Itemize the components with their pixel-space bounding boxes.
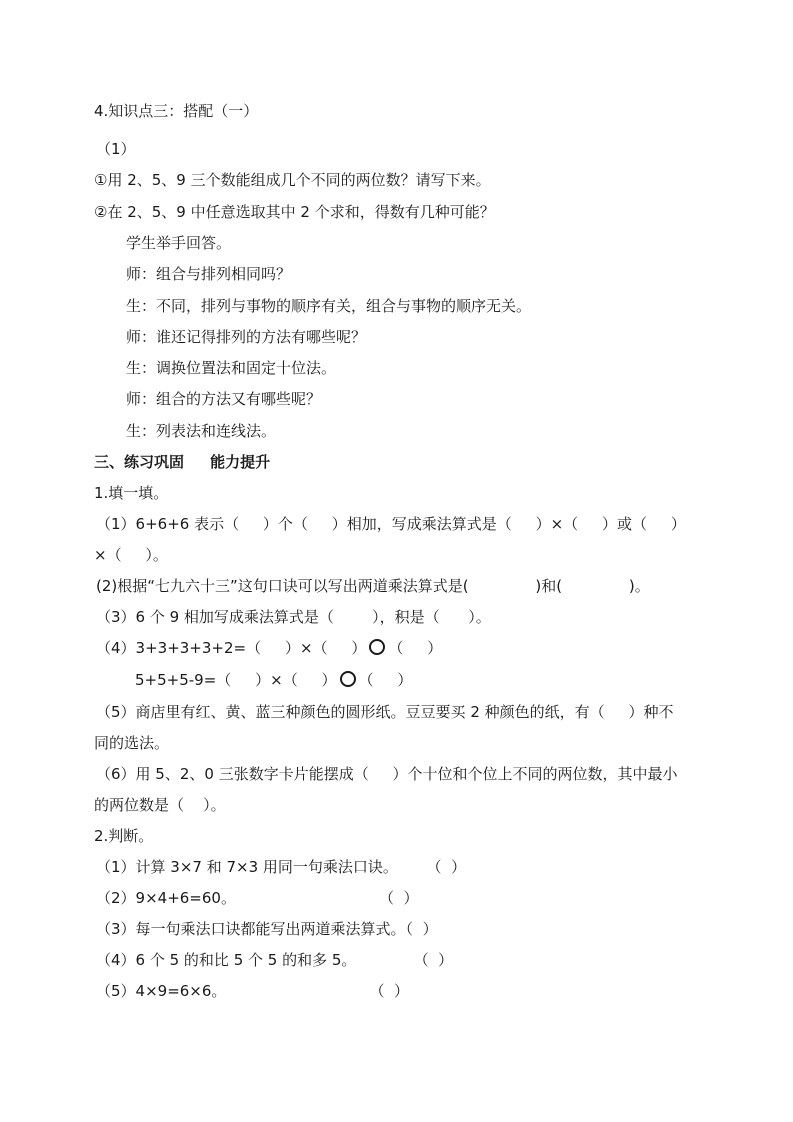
dialog-line: 师：组合与排列相同吗？ [126, 265, 292, 283]
exercise-line: （3）6 个 9 相加写成乘法算式是（ ），积是（ ）。 [96, 608, 491, 626]
judgement-line: （2）9×4+6=60。 （ ） [96, 889, 419, 907]
dialog-line: 师：谁还记得排列的方法有哪些呢？ [126, 328, 367, 346]
exercise-line [96, 638, 442, 658]
judgement-line: （3）每一句乘法口诀都能写出两道乘法算式。（ ） [96, 920, 438, 938]
heading-knowledge-point: 4.知识点三：搭配（一） [94, 102, 259, 120]
dialog-line: 生：列表法和连线法。 [126, 422, 277, 440]
exercise-line: ×（ ）。 [94, 546, 168, 564]
judgement-line: （4）6 个 5 的和比 5 个 5 的和多 5。 （ ） [96, 951, 454, 969]
exercise-line: 同的选法。 [94, 734, 170, 752]
exercise-heading: 2.判断。 [94, 827, 154, 845]
dialog-line: 生：调换位置法和固定十位法。 [126, 359, 337, 377]
exercise-heading: 1.填一填。 [94, 484, 169, 502]
dialog-line: 师：组合的方法又有哪些呢？ [126, 390, 322, 408]
equation-text: （ ） [388, 639, 443, 657]
exercise-line: (2)根据“七九六十三”这句口诀可以写出两道乘法算式是( )和( )。 [96, 577, 650, 595]
dialog-line: 生：不同，排列与事物的顺序有关，组合与事物的顺序无关。 [126, 297, 532, 315]
equation-text: （ ） [358, 671, 413, 689]
exercise-line: 的两位数是（ ）。 [94, 796, 226, 814]
exercise-line [135, 670, 412, 690]
section-heading: 三、练习巩固 能力提升 [94, 453, 271, 471]
question-line: ②在 2、5、9 中任意选取其中 2 个求和，得数有几种可能？ [94, 203, 495, 221]
judgement-line: （5）4×9=6×6。 （ ） [96, 982, 410, 1000]
question-line: ①用 2、5、9 三个数能组成几个不同的两位数？请写下来。 [94, 171, 491, 189]
exercise-line: （5）商店里有红、黄、蓝三种颜色的圆形纸。豆豆要买 2 种颜色的纸，有（ ）种不 [96, 703, 674, 721]
exercise-line: （6）用 5、2、0 三张数字卡片能摆成（ ）个十位和个位上不同的两位数，其中最小 [96, 765, 678, 783]
dialog-line: 学生举手回答。 [126, 234, 232, 252]
exercise-line: （1）6+6+6 表示（ ）个（ ）相加，写成乘法算式是（ ）×（ ）或（ ） [96, 515, 686, 533]
judgement-line: （1）计算 3×7 和 7×3 用同一句乘法口诀。 （ ） [96, 858, 467, 876]
equation-text: 5+5+5-9=（ ）×（ ） [135, 671, 337, 689]
equation-text: （4）3+3+3+3+2=（ ）×（ ） [96, 639, 367, 657]
subitem-label: （1） [96, 140, 136, 158]
blank-circle-icon [340, 671, 356, 687]
blank-circle-icon [369, 639, 385, 655]
